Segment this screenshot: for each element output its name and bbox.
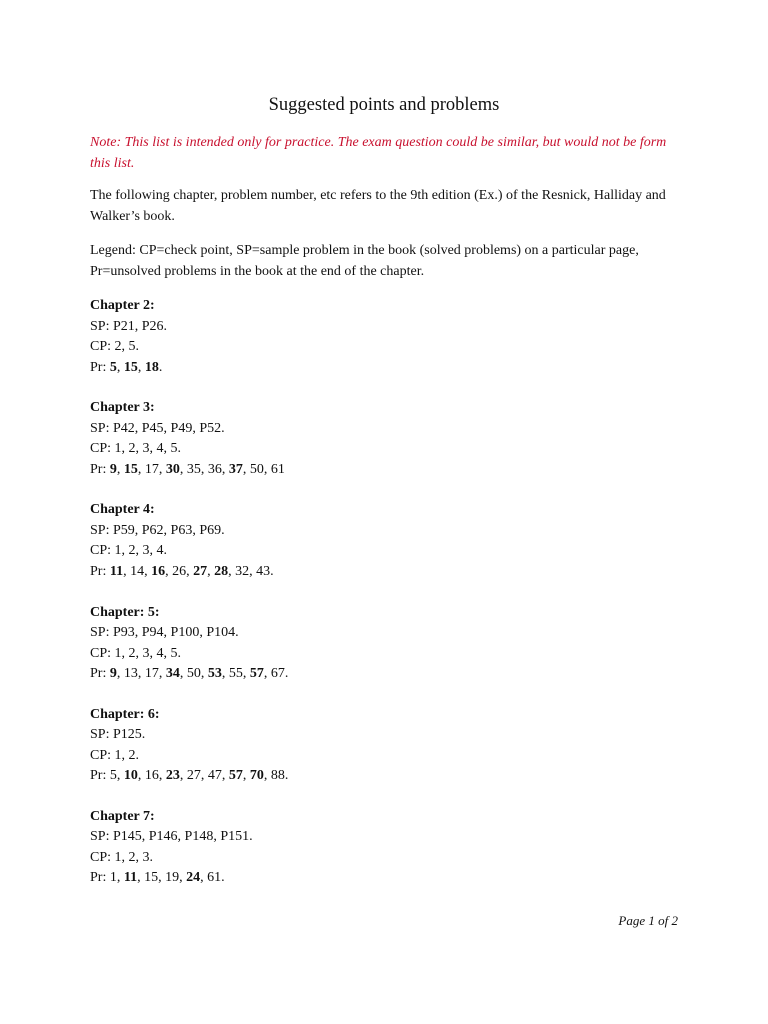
problem-number: 50 xyxy=(249,461,264,477)
chapter-block xyxy=(90,398,680,500)
problem-number: 26 xyxy=(172,563,187,579)
problem-number: 9 xyxy=(109,666,117,682)
problems-line: Pr: 1, 11, 15, 19, 24, 61. xyxy=(90,870,225,886)
chapter-block xyxy=(90,603,680,705)
problem-number: 5 xyxy=(109,768,117,784)
problem-number: 15 xyxy=(144,870,159,886)
problem-number: 32 xyxy=(235,563,250,579)
problem-number: 9 xyxy=(109,461,117,477)
problems-line: Pr: 5, 15, 18. xyxy=(90,359,163,375)
problem-number: 47 xyxy=(207,768,222,784)
problem-number: 5 xyxy=(109,359,117,375)
chapter-block xyxy=(90,807,680,909)
sample-problems-line: SP: P145, P146, P148, P151. xyxy=(90,829,253,845)
problems-line: Pr: 9, 13, 17, 34, 50, 53, 55, 57, 67. xyxy=(90,666,289,682)
problem-number: 34 xyxy=(165,666,180,682)
problem-number: 53 xyxy=(207,666,222,682)
problem-number: 27 xyxy=(193,563,208,579)
chapter-title: Chapter 7: xyxy=(90,808,155,824)
problems-label: Pr: xyxy=(90,461,110,477)
page-number: Page 1 of 2 xyxy=(618,913,678,928)
problem-number: 30 xyxy=(165,461,180,477)
intro-paragraph: The following chapter, problem number, etc refers to the 9th edition (Ex.) of the Resnick, Halliday and Walker’s book. xyxy=(90,188,666,224)
legend-paragraph: Legend: CP=check point, SP=sample problem in the book (solved problems) on a particular page, Pr=unsolved problems in the book at the end of the chapter. xyxy=(90,243,639,279)
problems-line: Pr: 11, 14, 16, 26, 27, 28, 32, 43. xyxy=(90,563,274,579)
problem-number: 11 xyxy=(109,563,124,579)
sample-problems-line: SP: P21, P26. xyxy=(90,318,168,334)
problems-line: Pr: 5, 10, 16, 23, 27, 47, 57, 70, 88. xyxy=(90,768,289,784)
problem-number: 37 xyxy=(228,461,243,477)
problem-number: 61 xyxy=(270,461,285,477)
problems-label: Pr: xyxy=(90,768,110,784)
chapter-block xyxy=(90,296,680,398)
practice-note: Note: This list is intended only for practice. The exam question could be similar, but would not be form this list. xyxy=(90,135,667,171)
problem-number: 16 xyxy=(144,768,159,784)
sample-problems-line: SP: P59, P62, P63, P69. xyxy=(90,522,225,538)
problem-number: 67 xyxy=(270,666,285,682)
chapter-block xyxy=(90,500,680,602)
chapter-title: Chapter: 5: xyxy=(90,604,160,620)
check-points-line: CP: 1, 2, 3, 4, 5. xyxy=(90,645,182,661)
chapter-list xyxy=(90,296,680,909)
problem-number: 18 xyxy=(144,359,159,375)
check-points-line: CP: 2, 5. xyxy=(90,339,140,354)
sample-problems-line: SP: P93, P94, P100, P104. xyxy=(90,625,239,641)
problem-number: 57 xyxy=(249,666,264,682)
problem-number: 24 xyxy=(186,870,201,886)
problems-label: Pr: xyxy=(90,563,110,579)
problems-label: Pr: xyxy=(90,666,110,682)
sample-problems-line: SP: P42, P45, P49, P52. xyxy=(90,420,225,436)
chapter-title: Chapter 3: xyxy=(90,400,155,416)
problem-number: 88 xyxy=(270,768,285,784)
problem-number: 1 xyxy=(109,870,117,886)
problem-number: 70 xyxy=(249,768,264,784)
sample-problems-line: SP: P125. xyxy=(90,727,146,743)
problems-line: Pr: 9, 15, 17, 30, 35, 36, 37, 50, 61 xyxy=(90,461,285,477)
problems-label: Pr: xyxy=(90,359,110,375)
problem-number: 14 xyxy=(130,563,145,579)
problem-number: 17 xyxy=(144,461,159,477)
problem-number: 43 xyxy=(256,563,271,579)
chapter-block xyxy=(90,705,680,807)
problem-number: 13 xyxy=(123,666,138,682)
problem-number: 27 xyxy=(186,768,201,784)
check-points-line: CP: 1, 2, 3. xyxy=(90,849,154,865)
problem-number: 57 xyxy=(228,768,243,784)
problem-number: 16 xyxy=(151,563,166,579)
problem-number: 17 xyxy=(144,666,159,682)
problem-number: 15 xyxy=(123,359,138,375)
check-points-line: CP: 1, 2, 3, 4, 5. xyxy=(90,441,182,457)
problem-number: 50 xyxy=(186,666,201,682)
problem-number: 55 xyxy=(228,666,243,682)
problem-number: 61 xyxy=(207,870,222,886)
chapter-title: Chapter: 6: xyxy=(90,706,160,722)
problem-number: 15 xyxy=(123,461,138,477)
problem-number: 10 xyxy=(123,768,138,784)
problem-number: 35 xyxy=(186,461,201,477)
problem-number: 23 xyxy=(165,768,180,784)
check-points-line: CP: 1, 2, 3, 4. xyxy=(90,543,168,559)
problem-number: 36 xyxy=(207,461,222,477)
problems-label: Pr: xyxy=(90,870,110,886)
check-points-line: CP: 1, 2. xyxy=(90,747,140,763)
problem-number: 28 xyxy=(214,563,229,579)
page-title: Suggested points and problems xyxy=(268,95,500,115)
chapter-title: Chapter 4: xyxy=(90,502,155,518)
problem-number: 19 xyxy=(165,870,180,886)
problem-number: 11 xyxy=(123,870,138,886)
chapter-title: Chapter 2: xyxy=(90,298,155,313)
